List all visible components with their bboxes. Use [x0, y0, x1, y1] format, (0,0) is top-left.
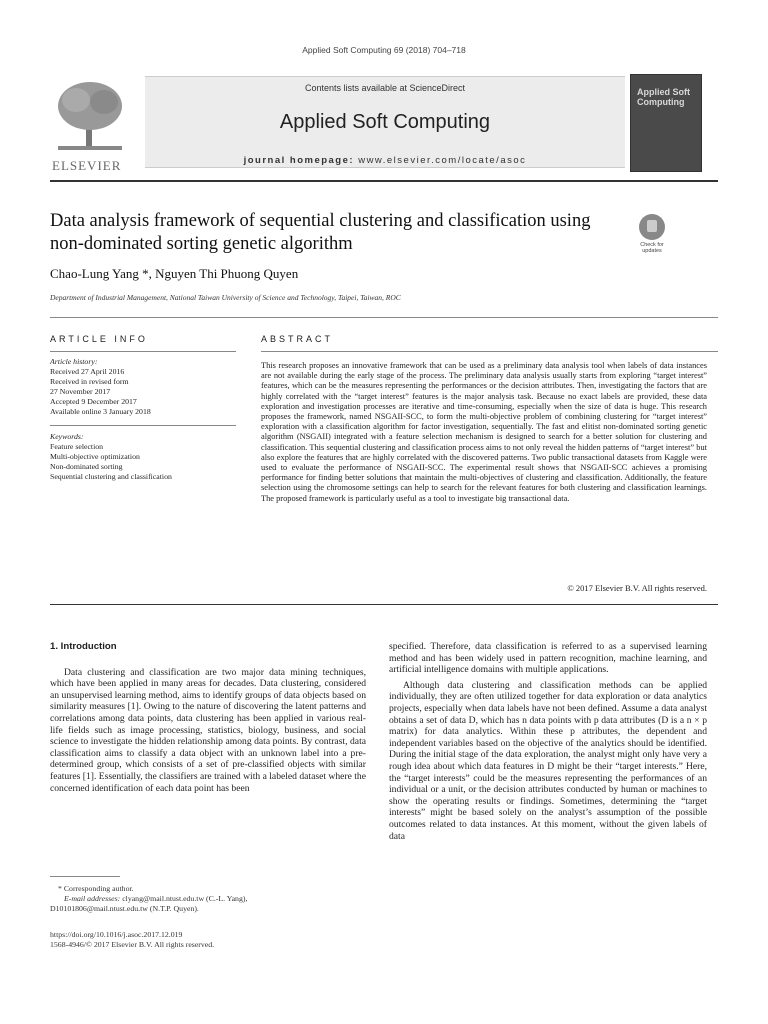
history-item: Accepted 9 December 2017 — [50, 397, 137, 406]
header-rule — [50, 180, 718, 182]
publisher-name: ELSEVIER — [52, 158, 122, 173]
body-rule — [50, 604, 718, 605]
sciencedirect-link[interactable]: ScienceDirect — [409, 83, 466, 93]
abstract-rule — [261, 351, 718, 352]
check-updates-icon — [639, 214, 665, 240]
keywords-rule — [50, 425, 236, 426]
keywords-label: Keywords: — [50, 432, 84, 441]
info-rule — [50, 351, 236, 352]
footnote-rule — [50, 876, 120, 877]
section-rule — [50, 317, 718, 318]
article-info-heading: ARTICLE INFO — [50, 334, 148, 344]
footnote: * Corresponding author. E-mail addresses: clyang@mail.ntust.edu.tw (C.-L. Yang), D10101806@mail.ntust.edu.tw (N.T.P. Quyen). — [50, 884, 370, 914]
body-paragraph: Data clustering and classification are two major data mining techniques, which have been applied in many areas for decades. Data clustering, considered an unsupervised learning method, aims to identify groups of data objects based on similarity measures [1]. Owing to the nature of discovering the latent patterns and correlations among data points, data clustering has been applied in various real-life fields such as image processing, statistics, biology, business, and social science to investigate the hidden relationship among data points. By contrast, data classification aims to classify a data object with an unknown label into a pre-determined group, which consists of a set of pre-classified objects with similar features [1]. Essentially, the classifiers are trained with a labeled dataset where the concerned identification of each data point has been — [50, 666, 366, 794]
keyword: Sequential clustering and classification — [50, 472, 172, 481]
email-link[interactable]: D10101806@mail.ntust.edu.tw (N.T.P. Quyen). — [50, 904, 199, 913]
abstract-heading: ABSTRACT — [261, 334, 334, 344]
history-label: Article history: — [50, 357, 98, 366]
issn-copyright: 1568-4946/© 2017 Elsevier B.V. All rights reserved. — [50, 940, 215, 949]
contents-available: Contents lists available at ScienceDirect — [304, 83, 466, 93]
journal-citation: Applied Soft Computing 69 (2018) 704–718 — [302, 45, 466, 55]
history-item: Available online 3 January 2018 — [50, 407, 151, 416]
history-item: Received in revised form — [50, 377, 129, 386]
history-item: Received 27 April 2016 — [50, 367, 125, 376]
email-link[interactable]: clyang@mail.ntust.edu.tw (C.-L. Yang), — [122, 894, 248, 903]
corresponding-author: * Corresponding author. — [58, 884, 134, 893]
doi-link[interactable]: https://doi.org/10.1016/j.asoc.2017.12.019 — [50, 930, 183, 939]
article-title: Data analysis framework of sequential clustering and classification using non-dominated sorting genetic algorithm — [50, 211, 591, 254]
section-heading-introduction: 1. Introduction — [50, 641, 117, 652]
check-updates-label: Check for updates — [640, 242, 664, 254]
cover-title: Applied Soft Computing — [637, 87, 690, 107]
journal-cover-image — [630, 74, 702, 172]
body-paragraph: Although data clustering and classification methods can be applied individually, they are often utilized together for data exploration or data analytics projects, especially when data labels have not been defined. Assume a data analyst obtains a set of data D, which has n data points with p data attributes (D is a n × p matrix) for data analytics. Within these p attributes, the dependent and independent variables based on the objective of the analytics should be identified. During the initial stage of the data exploration, the analyst might only have very a rough idea about which data features in D might be their “target interests.” Here, the “target interests” could be the measures representing the performances of an individual or a unit, or the decision attributes conducted by human or machines to show the operating results or findings. Sometimes, determining the “target interests” might be based solely on the analyst’s assumption of the possible outcomes related to data instances. At this moment, without the given labels of data — [389, 679, 707, 842]
masthead-box — [145, 76, 625, 168]
journal-masthead — [50, 72, 718, 172]
journal-homepage: journal homepage: www.elsevier.com/locate/asoc — [243, 155, 527, 166]
body-column-right — [389, 641, 707, 842]
check-updates-badge[interactable] — [634, 214, 670, 262]
abstract-copyright: © 2017 Elsevier B.V. All rights reserved. — [567, 583, 707, 593]
affiliation: Department of Industrial Management, National Taiwan University of Science and Technology, Taipei, Taiwan, ROC — [50, 293, 401, 302]
keyword: Multi-objective optimization — [50, 452, 140, 461]
journal-title: Applied Soft Computing — [279, 111, 491, 133]
body-column-left — [50, 641, 366, 794]
abstract-text: This research proposes an innovative framework that can be used as a preliminary data analysis tool when labels of data instances are not available during the early stage of the process. The preliminary data analysis usually starts from exploring “target interest” features, which can be the measures representing the performances or the decision attributes. Then, investigating the factors that are highly correlated with the “target interest” features is the major analysis task. Because no exact labels are provided, these data exploration and investigation processes are iterative and time-consuming, especially when the size of data is huge. This research proposes the framework, named NSGAII-SCC, to form the multi-objective problem of combining clustering for “target interest” exploration with a classification algorithm for factor investigation, sequentially. The fast and elitist non-dominated sorting genetic algorithm (NSGAII) integrated with a feature selection mechanism is designed to search for a better solution for clustering and classification. This sequential clustering and classification process aims to not only reveal the hidden patterns of “target interest” but also explore the features that are highly correlated with the discovered patterns. Two public transactional datasets from Kaggle were used to evaluate the performance of NSGAII-SCC. The experimental result shows that NSGAII-SCC achieves a promising performance for finding better solutions that maintain the multi-objectives of clustering and classification. Additionally, the feature selection using the chromosome settings can help to search for the relevant features for both clustering and classification learnings. The proposed framework is particularly useful as a tool to investigate big transactional data. — [261, 361, 707, 503]
homepage-link[interactable]: www.elsevier.com/locate/asoc — [358, 155, 527, 166]
article-footer — [50, 930, 370, 950]
keyword: Non-dominated sorting — [50, 462, 123, 471]
author-list: Chao-Lung Yang *, Nguyen Thi Phuong Quyen — [50, 266, 299, 281]
body-paragraph: specified. Therefore, data classification is referred to as a supervised learning method and has been widely used in pattern recognition, machine learning, and artificial intelligence domains with multiple applications. — [389, 641, 707, 676]
keyword: Feature selection — [50, 442, 104, 451]
article-info — [50, 357, 236, 482]
elsevier-tree-logo — [50, 78, 130, 173]
history-item: 27 November 2017 — [50, 387, 111, 396]
